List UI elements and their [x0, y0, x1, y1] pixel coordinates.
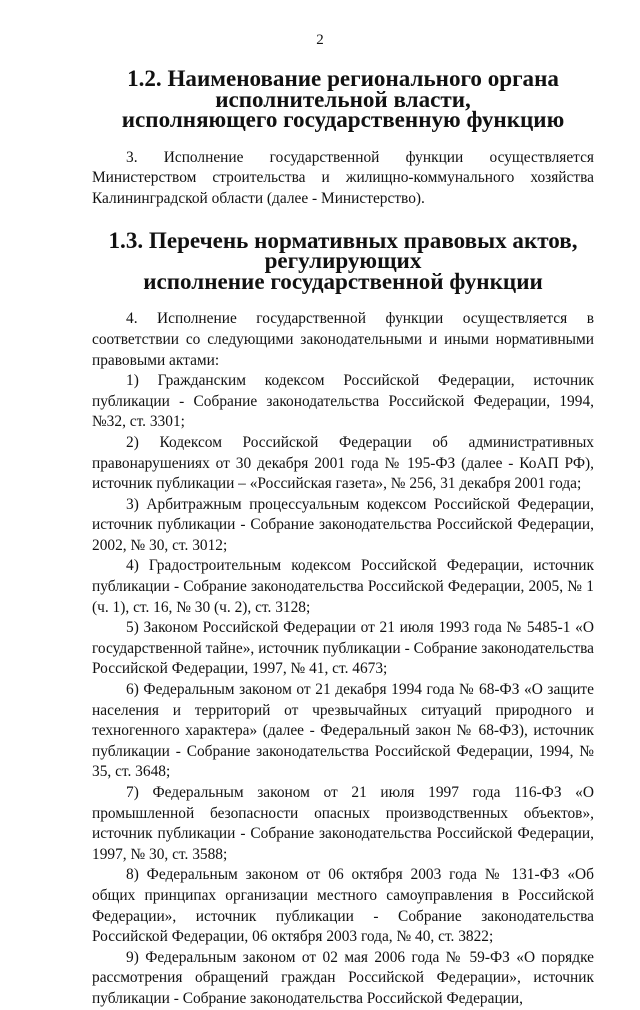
list-item: 4) Градостроительным кодексом Российской Федерации, источник публикации - Собрание законодательства Российской Федерации, 2005, № 1 (ч. 1), ст. 16, № 30 (ч. 2), ст. 3128;	[92, 557, 594, 616]
list-item: 6) Федеральным законом от 21 декабря 1994 года № 68-ФЗ «О защите населения и территорий от чрезвычайных ситуаций природного и техногенного характера» (далее - Федеральный закон № 68-ФЗ), источник публикации - Собрание законодательства Российской Федерации, 1994, № 35, ст. 3648;	[92, 681, 594, 781]
paragraph-4: 4. Исполнение государственной функции осуществляется в соответствии со следующими законодательными и иными нормативными правовыми актами:	[92, 310, 594, 369]
section-heading-1-2-line2: исполняющего государственную функцию	[121, 106, 565, 133]
list-item: 3) Арбитражным процессуальным кодексом Российской Федерации, источник публикации - Собрание законодательства Российской Федерации, 2002, № 30, ст. 3012;	[92, 495, 594, 554]
list-item: 9) Федеральным законом от 02 мая 2006 года № 59-ФЗ «О порядке рассмотрения обращений граждан Российской Федерации», источник публикации - Собрание законодательства Российской Федерации,	[92, 948, 594, 1007]
list-item: 5) Законом Российской Федерации от 21 июля 1993 года № 5485-1 «О государственной тайне», источник публикации - Собрание законодательства Российской Федерации, 1997, № 41, ст. 4673;	[92, 619, 594, 678]
section-heading-1-3	[92, 226, 594, 294]
list-item: 1) Гражданским кодексом Российской Федерации, источник публикации - Собрание законодательства Российской Федерации, 1994, №32, ст. 3301;	[92, 372, 594, 431]
document-body	[92, 65, 594, 1010]
paragraph-3: 3. Исполнение государственной функции осуществляется Министерством строительства и жилищно-коммунального хозяйства Калининградской области (далее - Министерство).	[92, 148, 594, 207]
section-heading-1-3-line1: 1.3. Перечень нормативных правовых актов, регулирующих	[108, 226, 578, 274]
section-heading-1-3-line2: исполнение государственной функции	[143, 267, 543, 294]
list-item: 8) Федеральным законом от 06 октября 2003 года № 131-ФЗ «Об общих принципах организации местного самоуправления в Российской Федерации», источник публикации - Собрание законодательства Российской Федерации, 06 октября 2003 года, № 40, ст. 3822;	[92, 866, 594, 946]
section-heading-1-2	[92, 65, 594, 133]
page-number: 2	[316, 32, 324, 48]
section-heading-1-2-line1: 1.2. Наименование регионального органа исполнительной власти,	[127, 65, 559, 112]
legal-acts-list	[92, 371, 594, 1009]
list-item: 2) Кодексом Российской Федерации об административных правонарушениях от 30 декабря 2001 года № 195-ФЗ (далее - КоАП РФ), источник публикации – «Российская газета», № 256, 31 декабря 2001 года;	[92, 433, 594, 493]
list-item: 7) Федеральным законом от 21 июля 1997 года 116-ФЗ «О промышленной безопасности опасных производственных объектов», источник публикации - Собрание законодательства Российской Федерации, 1997, № 30, ст. 3588;	[92, 784, 594, 863]
